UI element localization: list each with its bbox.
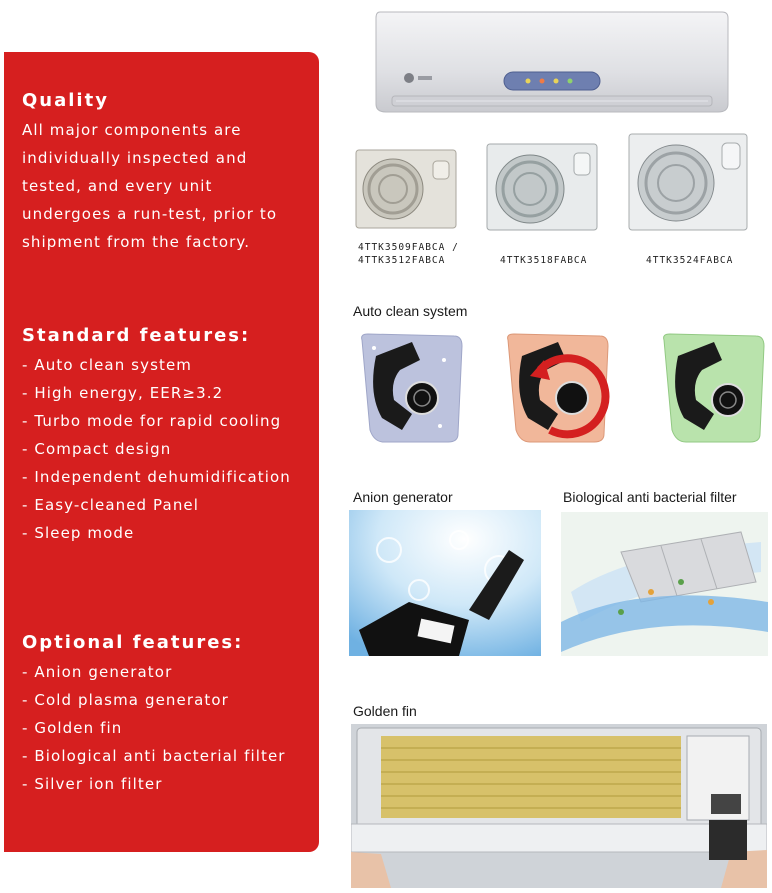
features-panel <box>4 52 319 852</box>
model-number-1-line1: 4TTK3509FABCA / <box>358 242 459 253</box>
list-item: - Anion generator <box>22 663 173 681</box>
auto-clean-stage-2-image <box>500 330 612 446</box>
bio-filter-caption: Biological anti bacterial filter <box>563 489 737 505</box>
list-item: - Independent dehumidification <box>22 468 291 486</box>
auto-clean-stage-3-image <box>656 330 768 446</box>
outdoor-unit-large-image <box>626 131 752 235</box>
quality-heading: Quality <box>22 90 109 111</box>
list-item: - High energy, EER≥3.2 <box>22 384 224 402</box>
list-item: - Biological anti bacterial filter <box>22 747 286 765</box>
list-item: - Easy-cleaned Panel <box>22 496 200 514</box>
model-number-1 <box>358 241 459 267</box>
list-item: - Golden fin <box>22 719 123 737</box>
anion-generator-image <box>349 510 541 656</box>
optional-features-list <box>22 658 322 798</box>
standard-features-heading: Standard features: <box>22 325 251 346</box>
indoor-unit-image <box>372 8 732 118</box>
list-item: - Sleep mode <box>22 524 135 542</box>
optional-features-heading: Optional features: <box>22 632 244 653</box>
golden-fin-image <box>351 724 767 888</box>
auto-clean-stage-1-image <box>354 330 466 446</box>
golden-fin-caption: Golden fin <box>353 703 417 719</box>
model-number-2: 4TTK3518FABCA <box>500 255 588 266</box>
list-item: - Cold plasma generator <box>22 691 229 709</box>
list-item: - Auto clean system <box>22 356 193 374</box>
model-number-3: 4TTK3524FABCA <box>646 255 734 266</box>
list-item: - Compact design <box>22 440 172 458</box>
outdoor-unit-medium-image <box>484 141 602 235</box>
anion-generator-caption: Anion generator <box>353 489 453 505</box>
list-item: - Silver ion filter <box>22 775 163 793</box>
outdoor-unit-small-image <box>353 147 461 233</box>
list-item: - Turbo mode for rapid cooling <box>22 412 282 430</box>
quality-text: All major components are individually inspected and tested, and every unit undergoes a run-test, prior to shipment from the factory. <box>22 121 278 251</box>
standard-features-list <box>22 351 322 547</box>
model-number-1-line2: 4TTK3512FABCA <box>358 255 446 266</box>
bio-filter-image <box>561 512 768 656</box>
auto-clean-caption: Auto clean system <box>353 303 468 319</box>
